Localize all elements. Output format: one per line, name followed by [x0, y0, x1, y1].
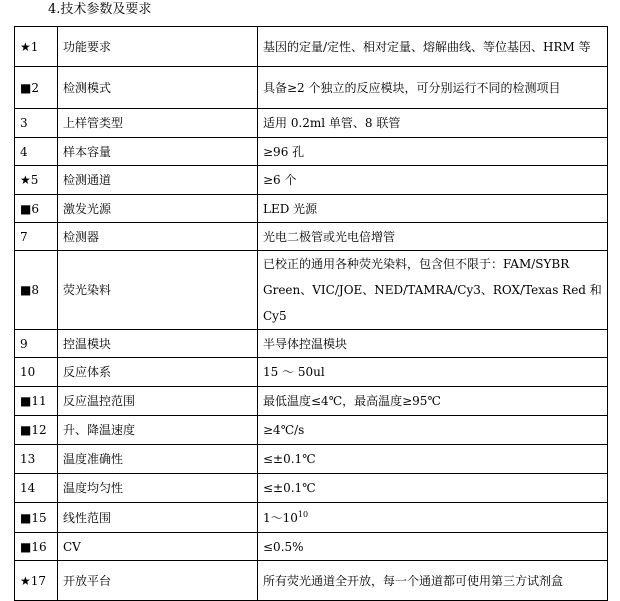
row-number: ★5	[15, 166, 58, 195]
row-item: CV	[58, 533, 258, 561]
table-row	[15, 27, 608, 67]
row-requirement: ≤±0.1℃	[258, 445, 608, 474]
row-item: 上样管类型	[58, 109, 258, 138]
row-item: 样本容量	[58, 138, 258, 166]
row-item: 功能要求	[58, 27, 258, 67]
row-item: 升、降温速度	[58, 416, 258, 445]
table-row	[15, 445, 608, 474]
row-number: ★1	[15, 27, 58, 67]
row-number: 7	[15, 223, 58, 251]
row-item: 反应体系	[58, 358, 258, 387]
row-number: ■2	[15, 67, 58, 109]
row-item: 温度均匀性	[58, 474, 258, 503]
row-requirement: 已校正的通用各种荧光染料，包含但不限于：FAM/SYBR Green、VIC/JOE、NED/TAMRA/Cy3、ROX/Texas Red 和 Cy5	[258, 251, 608, 330]
row-number: 14	[15, 474, 58, 503]
row-requirement: LED 光源	[258, 195, 608, 223]
row-number: 13	[15, 445, 58, 474]
row-requirement: ≤0.5%	[258, 533, 608, 561]
table-row	[15, 387, 608, 416]
table-row	[15, 109, 608, 138]
row-requirement: 15 ～ 50ul	[258, 358, 608, 387]
row-number: ■11	[15, 387, 58, 416]
table-row	[15, 503, 608, 533]
row-item: 线性范围	[58, 503, 258, 533]
section-heading: 4.技术参数及要求	[48, 2, 152, 17]
row-requirement: ≥6 个	[258, 166, 608, 195]
table-row	[15, 474, 608, 503]
table-row	[15, 166, 608, 195]
table-row	[15, 138, 608, 166]
row-item: 开放平台	[58, 561, 258, 601]
row-item: 激发光源	[58, 195, 258, 223]
row-requirement	[258, 503, 608, 533]
row-requirement: 光电二极管或光电倍增管	[258, 223, 608, 251]
row-item: 荧光染料	[58, 251, 258, 330]
table-row	[15, 330, 608, 358]
row-number: ■6	[15, 195, 58, 223]
row-requirement: ≤±0.1℃	[258, 474, 608, 503]
row-requirement: 具备≥2 个独立的反应模块，可分别运行不同的检测项目	[258, 67, 608, 109]
table-row	[15, 358, 608, 387]
row-requirement: 半导体控温模块	[258, 330, 608, 358]
row-item: 控温模块	[58, 330, 258, 358]
row-item: 检测通道	[58, 166, 258, 195]
row-requirement: 基因的定量/定性、相对定量、熔解曲线、等位基因、HRM 等	[258, 27, 608, 67]
table-row	[15, 223, 608, 251]
row-number: ■15	[15, 503, 58, 533]
table-row	[15, 416, 608, 445]
table-row	[15, 195, 608, 223]
row-requirement: 适用 0.2ml 单管、8 联管	[258, 109, 608, 138]
table-row	[15, 533, 608, 561]
row-requirement: ≥4℃/s	[258, 416, 608, 445]
row-number: 3	[15, 109, 58, 138]
table-row	[15, 561, 608, 601]
row-item: 反应温控范围	[58, 387, 258, 416]
row-requirement: 最低温度≤4℃，最高温度≥95℃	[258, 387, 608, 416]
table-row	[15, 251, 608, 330]
spec-table	[14, 26, 608, 601]
row-item: 温度准确性	[58, 445, 258, 474]
table-row	[15, 67, 608, 109]
row-item: 检测器	[58, 223, 258, 251]
row-number: ■16	[15, 533, 58, 561]
row-item: 检测模式	[58, 67, 258, 109]
row-requirement: 所有荧光通道全开放，每一个通道都可使用第三方试剂盒	[258, 561, 608, 601]
requirement-exponent: 10	[297, 509, 309, 519]
row-number: ★17	[15, 561, 58, 601]
row-number: 9	[15, 330, 58, 358]
row-number: 10	[15, 358, 58, 387]
row-number: ■12	[15, 416, 58, 445]
row-number: ■8	[15, 251, 58, 330]
row-number: 4	[15, 138, 58, 166]
requirement-text: 1～10	[263, 510, 298, 525]
row-requirement: ≥96 孔	[258, 138, 608, 166]
